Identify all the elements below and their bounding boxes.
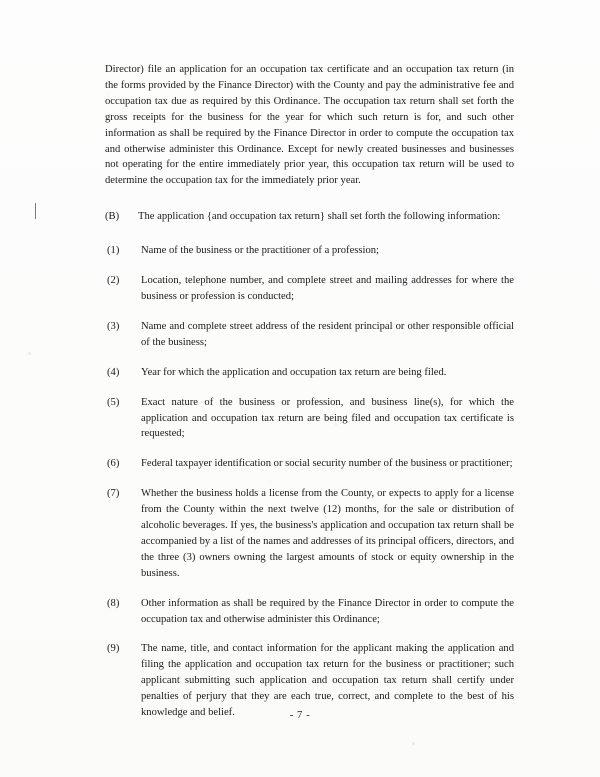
list-item bbox=[105, 243, 514, 259]
list-item-text: The name, title, and contact information for the applicant making the application and filing the application and occupation tax return for the business or practitioner; such applicant submitting such application and occupation tax return shall certify under penalties of perjury that they are each true, correct, and complete to the best of his knowledge and belief. bbox=[141, 643, 514, 719]
list-item-text: Whether the business holds a license from the County, or expects to apply for a license from the County within the next twelve (12) months, for the sale or distribution of alcoholic beverages. If yes, the business's application and occupation tax return shall be accompanied by a list of the names and addresses of its principal officers, directors, and the three (3) owners owning the largest amounts of stock or equity ownership in the business. bbox=[141, 488, 514, 579]
list-item bbox=[105, 486, 514, 581]
revision-change-bar bbox=[35, 203, 36, 219]
list-item-number: (6) bbox=[107, 458, 120, 470]
list-item bbox=[105, 273, 514, 305]
list-item-number: (7) bbox=[107, 488, 120, 500]
scan-artifact bbox=[28, 352, 31, 355]
page-number: - 7 - bbox=[289, 710, 311, 721]
list-item-number: (9) bbox=[107, 643, 120, 655]
list-item-text: Other information as shall be required by the Finance Director in order to compute the occupation tax and otherwise administer this Ordinance; bbox=[141, 597, 514, 625]
list-item bbox=[105, 319, 514, 351]
list-item-number: (4) bbox=[107, 366, 120, 378]
lead-paragraph: Director) file an application for an occupation tax certificate and an occupation tax return (in the forms provided by the Finance Director) with the County and pay the administrative fee and occupation tax due as required by this Ordinance. The occupation tax return shall set forth the gross receipts for the business for the year for which such return is for, and such other information as shall be required by the Finance Director in order to compute the occupation tax and otherwise administer this Ordinance. Except for newly created businesses and businesses not operating for the entire immediately prior year, this occupation tax return will be used to determine the occupation tax for the immediately prior year. bbox=[105, 64, 514, 187]
list-item-number: (3) bbox=[107, 320, 120, 332]
clause-b bbox=[105, 209, 514, 225]
list-item-number: (1) bbox=[107, 245, 120, 257]
list-item-text: Federal taxpayer identification or social security number of the business or practitioner; bbox=[141, 458, 513, 470]
list-item bbox=[105, 456, 514, 472]
clause-b-text-after: shall set forth the following information: bbox=[324, 211, 501, 223]
list-item-number: (5) bbox=[107, 396, 120, 408]
list-item-number: (2) bbox=[107, 275, 120, 287]
clause-b-struck-phrase: {and occupation tax return} bbox=[206, 211, 325, 223]
list-item-number: (8) bbox=[107, 597, 120, 609]
list-item-text: Location, telephone number, and complete street and mailing addresses for where the business or profession is conducted; bbox=[141, 275, 514, 302]
list-item-text: Name and complete street address of the resident principal or other responsible official of the business; bbox=[141, 320, 514, 348]
list-item bbox=[105, 365, 514, 381]
clause-b-text-before: The application bbox=[138, 211, 207, 223]
scan-artifact bbox=[412, 742, 415, 745]
document-body bbox=[105, 62, 514, 735]
numbered-item-list bbox=[105, 243, 514, 721]
clause-b-row bbox=[105, 209, 514, 225]
list-item bbox=[105, 395, 514, 443]
list-item bbox=[105, 596, 514, 628]
list-item-text: Exact nature of the business or profession, and business line(s), for which the application and occupation tax return are being filed and occupation tax certificate is requested; bbox=[141, 396, 514, 440]
clause-b-marker: (B) bbox=[105, 211, 120, 223]
list-item-text: Year for which the application and occupation tax return are being filed. bbox=[141, 366, 447, 378]
clause-b-body bbox=[138, 209, 514, 225]
list-item-text: Name of the business or the practitioner of a profession; bbox=[141, 245, 379, 257]
